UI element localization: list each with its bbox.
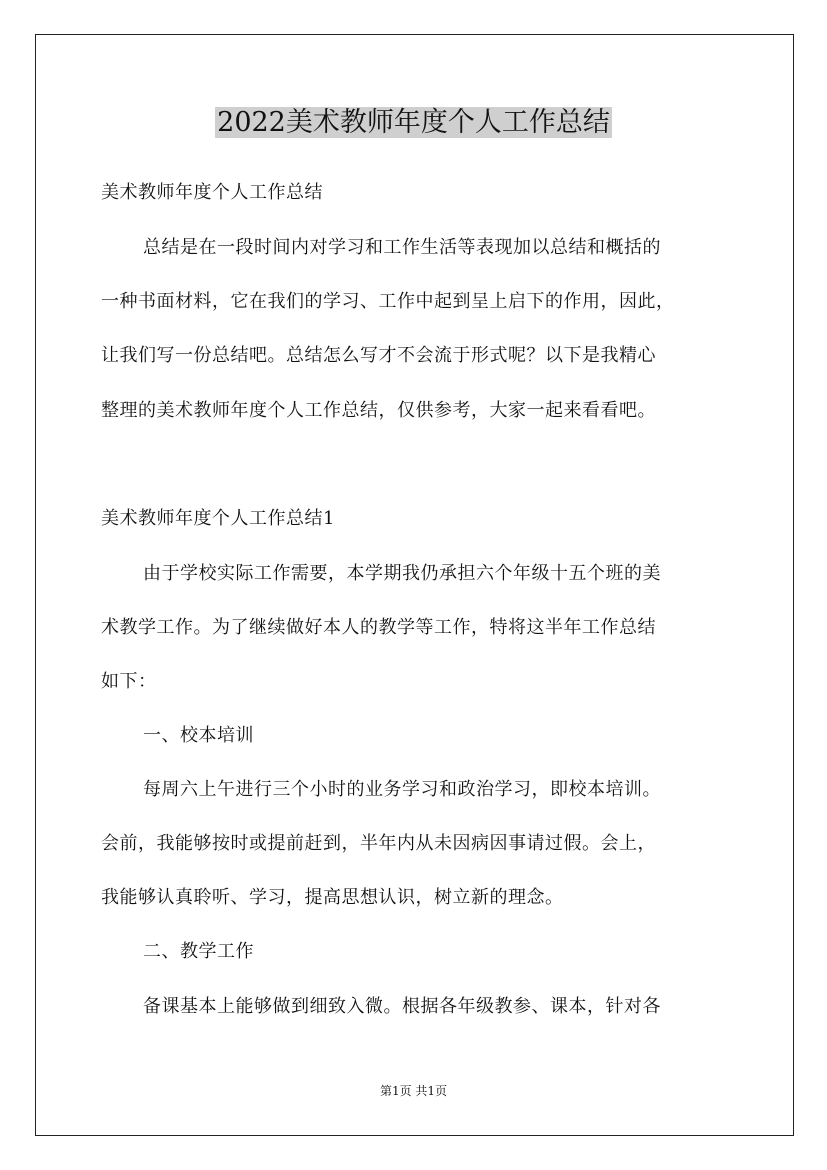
subtitle-line: 美术教师年度个人工作总结 [101,182,323,203]
document-title [0,103,827,143]
paragraph-line: 如下： [101,671,157,692]
paragraph-line: 整理的美术教师年度个人工作总结，仅供参考，大家一起来看看吧。 [101,400,656,421]
page-footer: 第1页 共1页 [379,1084,448,1098]
paragraph-line: 我能够认真聆听、学习，提高思想认识，树立新的理念。 [101,887,564,908]
paragraph-line: 术教学工作。为了继续做好本人的教学等工作，特将这半年工作总结 [101,617,656,638]
paragraph-line: 总结是在一段时间内对学习和工作生活等表现加以总结和概括的 [143,237,661,258]
subsection-heading: 二、教学工作 [143,941,254,962]
title-text: 2022美术教师年度个人工作总结 [217,107,610,138]
paragraph-line: 一种书面材料，它在我们的学习、工作中起到呈上启下的作用，因此， [101,291,675,312]
paragraph-line: 每周六上午进行三个小时的业务学习和政治学习，即校本培训。 [143,779,661,800]
paragraph-line: 让我们写一份总结吧。总结怎么写才不会流于形式呢？以下是我精心 [101,345,656,366]
paragraph-line: 由于学校实际工作需要，本学期我仍承担六个年级十五个班的美 [143,563,661,584]
subsection-heading: 一、校本培训 [143,725,254,746]
paragraph-line: 备课基本上能够做到细致入微。根据各年级教参、课本，针对各 [143,996,661,1017]
section-heading: 美术教师年度个人工作总结1 [101,508,335,529]
paragraph-line: 会前，我能够按时或提前赶到，半年内从未因病因事请过假。会上， [101,833,656,854]
